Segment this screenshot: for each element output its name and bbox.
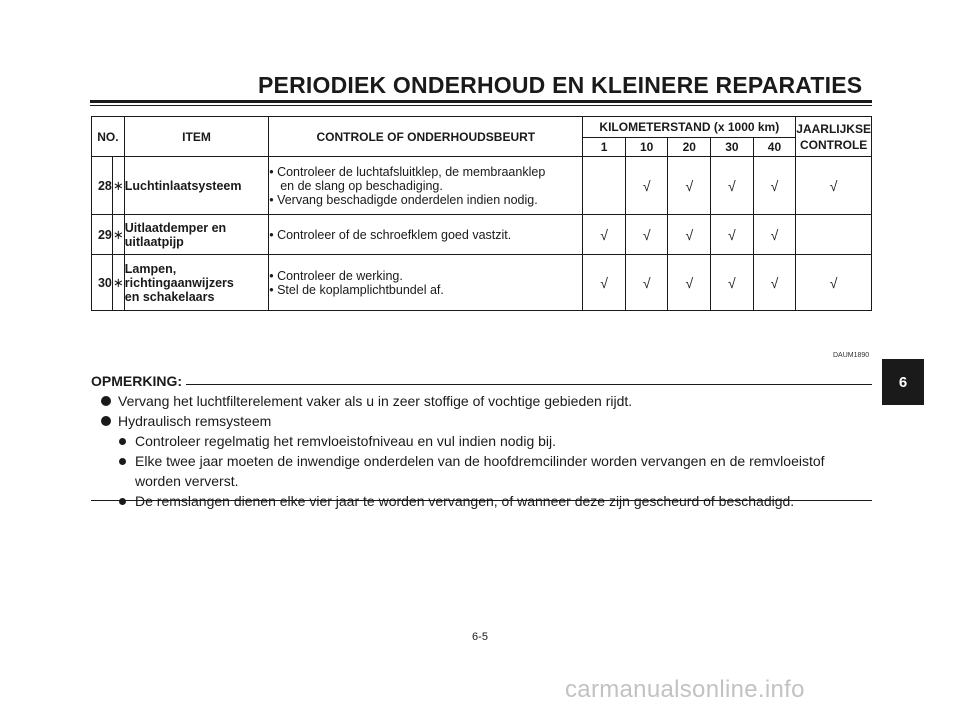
watermark: carmanualsonline.info bbox=[565, 676, 805, 703]
note-subitem bbox=[101, 451, 871, 491]
item-description bbox=[269, 255, 583, 311]
row-number: 28 bbox=[92, 157, 113, 215]
page-title: PERIODIEK ONDERHOUD EN KLEINERE REPARATIES bbox=[258, 72, 863, 98]
bullet-icon bbox=[119, 438, 126, 445]
desc-line: • Controleer de luchtafsluitklep, de membraanklep bbox=[269, 164, 546, 179]
desc-line: • Stel de koplamplichtbundel af. bbox=[269, 282, 444, 297]
check-cell: √ bbox=[625, 215, 668, 255]
header-annual-line1: JAARLIJKSE bbox=[796, 121, 871, 136]
desc-line: • Vervang beschadigde onderdelen indien nodig. bbox=[269, 192, 538, 207]
interval-header: 20 bbox=[668, 138, 711, 157]
bullet-icon bbox=[119, 458, 126, 465]
check-cell: √ bbox=[711, 157, 754, 215]
item-description bbox=[269, 157, 583, 215]
check-cell: √ bbox=[796, 255, 872, 311]
check-cell: √ bbox=[753, 157, 796, 215]
check-cell: √ bbox=[753, 255, 796, 311]
item-line: Lampen, bbox=[124, 261, 177, 276]
item-name bbox=[124, 255, 268, 311]
header-check: CONTROLE OF ONDERHOUDSBEURT bbox=[269, 117, 583, 157]
note-body bbox=[101, 391, 871, 511]
item-line: richtingaanwijzers bbox=[124, 275, 234, 290]
note-subitem bbox=[101, 431, 871, 451]
row-number: 29 bbox=[92, 215, 113, 255]
interval-header: 40 bbox=[753, 138, 796, 157]
check-cell: √ bbox=[753, 215, 796, 255]
interval-header: 30 bbox=[711, 138, 754, 157]
bullet-icon bbox=[101, 396, 111, 406]
note-subitem-text: Controleer regelmatig het remvloeistofniveau en vul indien nodig bij. bbox=[135, 433, 557, 449]
asterisk-mark: ∗ bbox=[112, 255, 124, 311]
header-item: ITEM bbox=[124, 117, 268, 157]
item-name bbox=[124, 215, 268, 255]
header-km: KILOMETERSTAND (x 1000 km) bbox=[583, 117, 796, 138]
check-cell: √ bbox=[625, 255, 668, 311]
item-line: Luchtinlaatsysteem bbox=[124, 178, 242, 193]
note-label: OPMERKING: bbox=[91, 373, 186, 389]
title-rule bbox=[90, 100, 872, 106]
desc-line: • Controleer of de schroefklem goed vastzit. bbox=[269, 227, 512, 242]
item-name bbox=[124, 157, 268, 215]
item-line: en schakelaars bbox=[124, 289, 215, 304]
note-item-text: Hydraulisch remsysteem bbox=[118, 413, 272, 429]
interval-header: 10 bbox=[625, 138, 668, 157]
check-cell: √ bbox=[668, 215, 711, 255]
note-subitem bbox=[101, 491, 871, 511]
item-description bbox=[269, 215, 583, 255]
check-cell: √ bbox=[796, 157, 872, 215]
row-number: 30 bbox=[92, 255, 113, 311]
document-code: DAUM1890 bbox=[833, 352, 870, 359]
note-rule bbox=[186, 384, 872, 385]
note-item bbox=[101, 411, 871, 431]
table-row bbox=[92, 215, 872, 255]
note-item bbox=[101, 391, 871, 411]
header-annual-line2: CONTROLE bbox=[799, 137, 868, 152]
table-row bbox=[92, 157, 872, 215]
asterisk-mark: ∗ bbox=[112, 215, 124, 255]
table-row bbox=[92, 255, 872, 311]
desc-line: en de slang op beschadiging. bbox=[280, 178, 443, 193]
section-tab: 6 bbox=[882, 359, 924, 405]
check-cell: √ bbox=[583, 255, 626, 311]
page-number: 6-5 bbox=[472, 631, 488, 643]
header-annual bbox=[796, 117, 872, 157]
check-cell: √ bbox=[668, 157, 711, 215]
bullet-icon bbox=[101, 416, 111, 426]
check-cell bbox=[796, 215, 872, 255]
check-cell: √ bbox=[711, 215, 754, 255]
note-subitem-text: De remslangen dienen elke vier jaar te worden vervangen, of wanneer deze zijn gescheurd of beschadigd. bbox=[135, 493, 795, 509]
maintenance-table bbox=[91, 116, 872, 311]
check-cell: √ bbox=[583, 215, 626, 255]
check-cell: √ bbox=[711, 255, 754, 311]
header-no: NO. bbox=[92, 117, 125, 157]
interval-header: 1 bbox=[583, 138, 626, 157]
check-cell: √ bbox=[625, 157, 668, 215]
note-end-rule bbox=[91, 500, 872, 501]
desc-line: • Controleer de werking. bbox=[269, 268, 403, 283]
asterisk-mark: ∗ bbox=[112, 157, 124, 215]
item-line: uitlaatpijp bbox=[124, 234, 184, 249]
note-item-text: Vervang het luchtfilterelement vaker als u in zeer stoffige of vochtige gebieden rijdt. bbox=[118, 393, 633, 409]
check-cell: √ bbox=[668, 255, 711, 311]
check-cell bbox=[583, 157, 626, 215]
note-subitem-text: Elke twee jaar moeten de inwendige onderdelen van de hoofdremcilinder worden vervangen en de remvloeistof worden ververst. bbox=[135, 453, 825, 489]
item-line: Uitlaatdemper en bbox=[124, 220, 227, 235]
